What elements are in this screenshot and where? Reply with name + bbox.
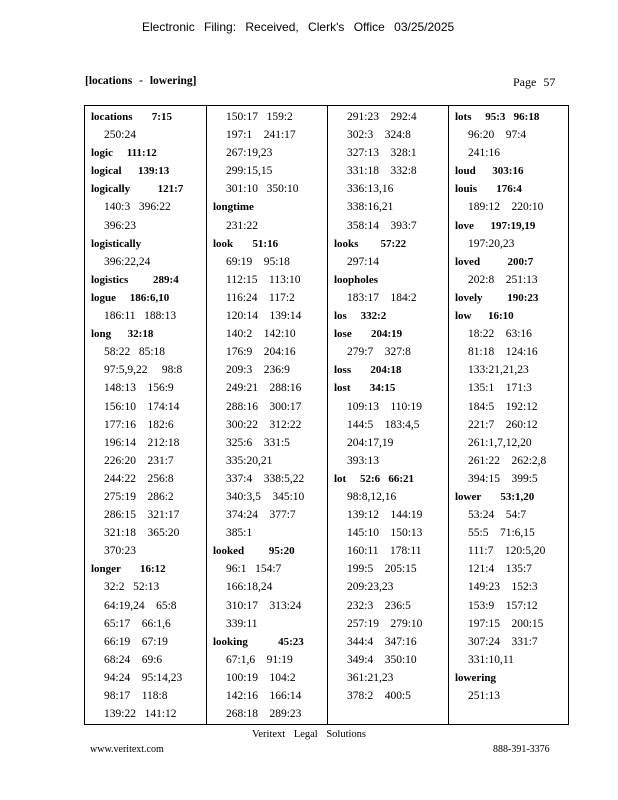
index-page-refs: 249:21 288:16 bbox=[226, 382, 302, 395]
index-page-refs: 65:17 66:1,6 bbox=[104, 617, 171, 630]
index-page-refs: 251:13 bbox=[468, 690, 500, 702]
index-page-refs: 374:24 377:7 bbox=[226, 509, 296, 522]
index-column-1 bbox=[85, 106, 206, 724]
index-term-entry: lower 53:1,20 bbox=[455, 490, 535, 503]
index-page-refs: 100:19 104:2 bbox=[226, 671, 296, 684]
index-term-entry: logistics 289:4 bbox=[91, 273, 179, 286]
index-page-refs: 120:14 139:14 bbox=[226, 310, 302, 323]
index-page-refs: 184:5 192:12 bbox=[468, 400, 538, 413]
index-page-refs: 142:16 166:14 bbox=[226, 690, 302, 702]
index-page-refs: 226:20 231:7 bbox=[104, 454, 174, 467]
index-page-refs: 150:17 159:2 bbox=[226, 111, 293, 123]
index-term-entry: look 51:16 bbox=[213, 237, 279, 250]
index-page-refs: 299:15,15 bbox=[226, 165, 273, 178]
index-page-refs: 183:17 184:2 bbox=[347, 291, 417, 304]
page-number: Page 57 bbox=[513, 75, 556, 89]
word-index-grid bbox=[84, 105, 569, 725]
index-page-refs: 66:19 67:19 bbox=[104, 635, 168, 648]
index-term-entry: looks 57:22 bbox=[334, 237, 407, 250]
index-term-entry: longer 16:12 bbox=[91, 563, 166, 576]
index-page-refs: 32:2 52:13 bbox=[104, 581, 160, 594]
index-page-refs: 378:2 400:5 bbox=[347, 690, 411, 702]
index-page-refs: 267:19,23 bbox=[226, 147, 273, 160]
index-page-refs: 81:18 124:16 bbox=[468, 346, 538, 359]
index-page-refs: 176:9 204:16 bbox=[226, 346, 296, 359]
index-page-refs: 257:19 279:10 bbox=[347, 617, 423, 630]
index-page-refs: 361:21,23 bbox=[347, 671, 394, 684]
index-page-refs: 300:22 312:22 bbox=[226, 418, 302, 431]
index-term-entry: looked 95:20 bbox=[213, 545, 295, 558]
index-page-refs: 64:19,24 65:8 bbox=[104, 599, 177, 612]
index-page-refs: 340:3,5 345:10 bbox=[226, 490, 305, 503]
index-page-refs: 98:8,12,16 bbox=[347, 490, 397, 503]
index-page-refs: 331:18 332:8 bbox=[347, 165, 417, 178]
index-page-refs: 221:7 260:12 bbox=[468, 418, 538, 431]
footer-company: Veritext Legal Solutions bbox=[251, 729, 367, 740]
index-page-refs: 55:5 71:6,15 bbox=[468, 527, 535, 540]
index-page-refs: 145:10 150:13 bbox=[347, 527, 423, 540]
index-page-refs: 291:23 292:4 bbox=[347, 111, 417, 123]
index-page-refs: 18:22 63:16 bbox=[468, 328, 532, 341]
index-page-refs: 197:1 241:17 bbox=[226, 129, 296, 142]
index-term-entry: los 332:2 bbox=[334, 310, 387, 323]
index-term-entry: loud 303:16 bbox=[455, 165, 524, 178]
index-page-refs: 96:1 154:7 bbox=[226, 563, 282, 576]
index-page-refs: 241:16 bbox=[468, 147, 500, 160]
index-page-refs: 244:22 256:8 bbox=[104, 472, 174, 485]
index-page-refs: 396:22,24 bbox=[104, 255, 151, 268]
index-page-refs: 177:16 182:6 bbox=[104, 418, 174, 431]
index-page-refs: 196:14 212:18 bbox=[104, 436, 180, 449]
footer-phone: 888-391-3376 bbox=[493, 744, 550, 755]
index-page-refs: 186:11 188:13 bbox=[104, 310, 177, 323]
index-page-refs: 261:22 262:2,8 bbox=[468, 454, 547, 467]
index-page-refs: 339:11 bbox=[226, 617, 258, 630]
index-page-refs: 232:3 236:5 bbox=[347, 599, 411, 612]
index-page-refs: 156:10 174:14 bbox=[104, 400, 180, 413]
index-term-entry: lowering bbox=[455, 671, 496, 684]
index-term-entry: lost 34:15 bbox=[334, 382, 396, 395]
index-range-header: [locations - lowering] bbox=[85, 75, 197, 87]
index-page-refs: 336:13,16 bbox=[347, 183, 394, 196]
index-term-entry: lovely 190:23 bbox=[455, 291, 539, 304]
index-page-refs: 109:13 110:19 bbox=[347, 400, 422, 413]
index-page-refs: 135:1 171:3 bbox=[468, 382, 532, 395]
index-term-entry: logically 121:7 bbox=[91, 183, 184, 196]
index-term-entry: loss 204:18 bbox=[334, 364, 402, 377]
index-page-refs: 111:7 120:5,20 bbox=[468, 545, 546, 558]
index-page-refs: 349:4 350:10 bbox=[347, 653, 417, 666]
index-page-refs: 261:1,7,12,20 bbox=[468, 436, 532, 449]
index-page-refs: 310:17 313:24 bbox=[226, 599, 302, 612]
index-term-entry: logical 139:13 bbox=[91, 165, 170, 178]
index-column-3 bbox=[327, 106, 448, 724]
index-page-refs: 160:11 178:11 bbox=[347, 545, 422, 558]
index-page-refs: 116:24 117:2 bbox=[226, 291, 295, 304]
index-page-refs: 393:13 bbox=[347, 454, 379, 467]
index-page-refs: 302:3 324:8 bbox=[347, 129, 411, 142]
index-term-entry: logue 186:6,10 bbox=[91, 291, 170, 304]
index-page-refs: 153:9 157:12 bbox=[468, 599, 538, 612]
index-page-refs: 148:13 156:9 bbox=[104, 382, 174, 395]
index-page-refs: 139:12 144:19 bbox=[347, 509, 423, 522]
index-page-refs: 279:7 327:8 bbox=[347, 346, 411, 359]
index-page-refs: 202:8 251:13 bbox=[468, 273, 538, 286]
index-term-entry: lots 95:3 96:18 bbox=[455, 111, 540, 123]
index-page-refs: 286:15 321:17 bbox=[104, 509, 180, 522]
index-term-entry: logic 111:12 bbox=[91, 147, 157, 160]
index-term-entry: longtime bbox=[213, 201, 254, 214]
index-term-entry: locations 7:15 bbox=[91, 111, 172, 123]
index-page-refs: 275:19 286:2 bbox=[104, 490, 174, 503]
index-page-refs: 133:21,21,23 bbox=[468, 364, 529, 377]
index-term-entry: long 32:18 bbox=[91, 328, 154, 341]
index-page-refs: 337:4 338:5,22 bbox=[226, 472, 305, 485]
index-page-refs: 197:20,23 bbox=[468, 237, 515, 250]
index-term-entry: looking 45:23 bbox=[213, 635, 304, 648]
index-page-refs: 53:24 54:7 bbox=[468, 509, 527, 522]
index-page-refs: 396:23 bbox=[104, 219, 136, 232]
index-page-refs: 94:24 95:14,23 bbox=[104, 671, 183, 684]
index-page-refs: 197:15 200:15 bbox=[468, 617, 544, 630]
index-term-entry: lose 204:19 bbox=[334, 328, 403, 341]
index-page-refs: 144:5 183:4,5 bbox=[347, 418, 420, 431]
index-page-refs: 67:1,6 91:19 bbox=[226, 653, 293, 666]
index-term-entry: lot 52:6 66:21 bbox=[334, 472, 415, 485]
index-page-refs: 327:13 328:1 bbox=[347, 147, 417, 160]
index-term-entry: low 16:10 bbox=[455, 310, 514, 323]
index-page-refs: 331:10,11 bbox=[468, 653, 514, 666]
index-page-refs: 231:22 bbox=[226, 219, 258, 232]
index-page-refs: 96:20 97:4 bbox=[468, 129, 527, 142]
index-page-refs: 58:22 85:18 bbox=[104, 346, 166, 359]
index-page-refs: 301:10 350:10 bbox=[226, 183, 299, 196]
index-page-refs: 321:18 365:20 bbox=[104, 527, 180, 540]
index-page-refs: 325:6 331:5 bbox=[226, 436, 290, 449]
index-term-entry: loved 200:7 bbox=[455, 255, 534, 268]
index-page-refs: 98:17 118:8 bbox=[104, 690, 168, 702]
index-page-refs: 394:15 399:5 bbox=[468, 472, 538, 485]
index-column-4 bbox=[448, 106, 568, 724]
index-page-refs: 139:22 141:12 bbox=[104, 708, 177, 721]
index-page-refs: 166:18,24 bbox=[226, 581, 273, 594]
index-page-refs: 307:24 331:7 bbox=[468, 635, 538, 648]
index-term-entry: love 197:19,19 bbox=[455, 219, 536, 232]
index-page-refs: 335:20,21 bbox=[226, 454, 273, 467]
index-page-refs: 268:18 289:23 bbox=[226, 708, 302, 721]
index-page-refs: 199:5 205:15 bbox=[347, 563, 417, 576]
index-term-entry: loopholes bbox=[334, 273, 379, 286]
index-page-refs: 209:3 236:9 bbox=[226, 364, 290, 377]
index-term-entry: louis 176:4 bbox=[455, 183, 522, 196]
index-page-refs: 297:14 bbox=[347, 255, 379, 268]
index-page-refs: 204:17,19 bbox=[347, 436, 394, 449]
index-page-refs: 68:24 69:6 bbox=[104, 653, 163, 666]
index-page-refs: 69:19 95:18 bbox=[226, 255, 290, 268]
index-page-refs: 358:14 393:7 bbox=[347, 219, 417, 232]
index-page-refs: 140:3 396:22 bbox=[104, 201, 171, 214]
index-term-entry: logistically bbox=[91, 237, 142, 250]
index-page-refs: 250:24 bbox=[104, 129, 136, 142]
index-page-refs: 385:1 bbox=[226, 527, 253, 540]
index-page-refs: 97:5,9,22 98:8 bbox=[104, 364, 183, 377]
index-page-refs: 370:23 bbox=[104, 545, 136, 558]
index-page-refs: 149:23 152:3 bbox=[468, 581, 538, 594]
index-page-refs: 288:16 300:17 bbox=[226, 400, 302, 413]
filing-banner: Electronic Filing: Received, Clerk's Office 03/25/2025 bbox=[142, 20, 455, 34]
index-page-refs: 338:16,21 bbox=[347, 201, 394, 214]
index-page-refs: 344:4 347:16 bbox=[347, 635, 417, 648]
footer-website: www.veritext.com bbox=[90, 744, 164, 755]
index-column-2 bbox=[206, 106, 327, 724]
index-page-refs: 112:15 113:10 bbox=[226, 273, 301, 286]
index-page-refs: 140:2 142:10 bbox=[226, 328, 296, 341]
index-page-refs: 209:23,23 bbox=[347, 581, 394, 594]
index-page-refs: 189:12 220:10 bbox=[468, 201, 544, 214]
index-page-refs: 121:4 135:7 bbox=[468, 563, 532, 576]
